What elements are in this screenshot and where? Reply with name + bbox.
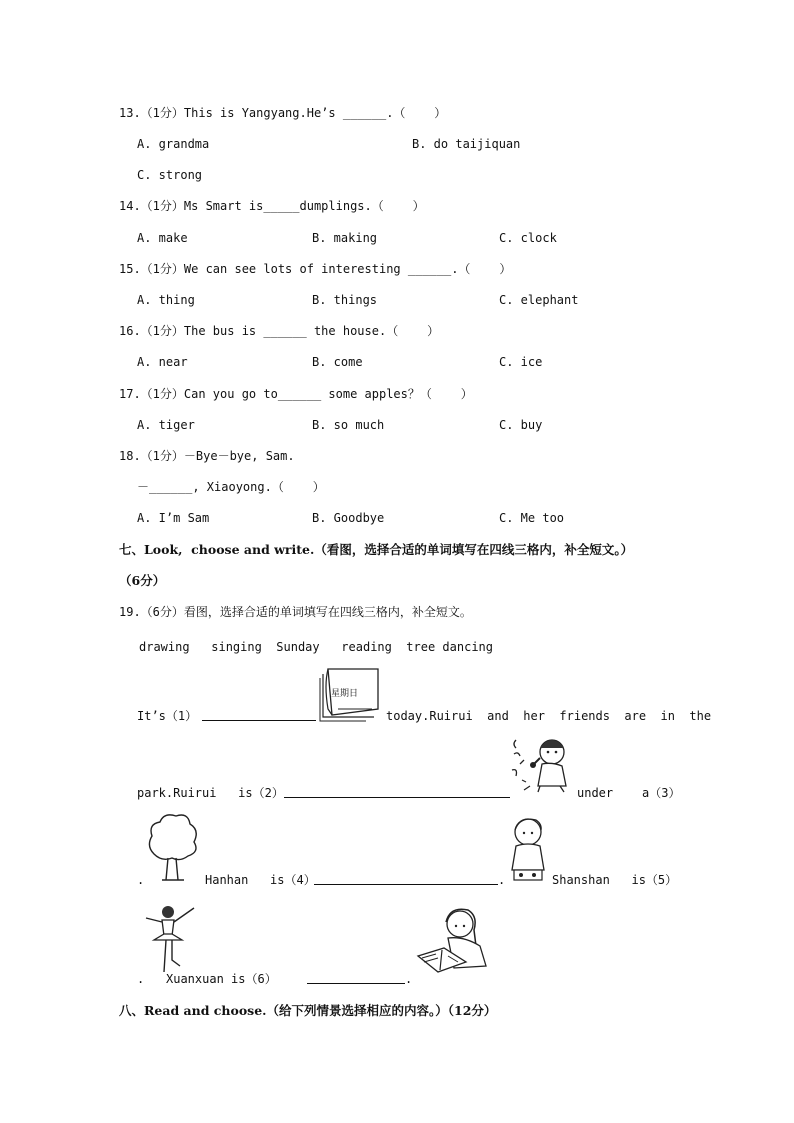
q15-stem: 15.（1分）We can see lots of interesting ______.（ ） [119,262,512,276]
blank-3-period: . [137,873,145,887]
q15-option-a: A. thing [137,293,195,307]
q15-option-c: C. elephant [499,293,579,307]
calendar-label: 星期日 [331,689,359,699]
girl-reading-picture [414,906,494,974]
q17-option-a: A. tiger [137,418,195,432]
q13-option-c: C. strong [137,168,203,182]
q16-option-a: A. near [137,355,188,369]
blank-4-period: . [498,873,506,887]
section7-title: 七、Look, choose and write.（看图，选择合适的单词填写在四线三格内，补全短文。） [119,542,634,557]
girl-dancing-picture [142,900,198,980]
q13-stem: 13.（1分）This is Yangyang.He’s ______.（ ） [119,106,447,120]
q18-stem: 18.（1分）－Bye－bye, Sam. [119,449,295,463]
q17-option-c: C. buy [499,418,543,432]
paragraph-line-1-end: today.Ruirui and her friends are in the [386,709,712,723]
blank-6-period: . [405,972,413,986]
blank-6-line [307,971,405,984]
word-bank: drawing singing Sunday reading tree dancing [139,640,494,654]
q16-option-c: C. ice [499,355,543,369]
tree-picture [144,810,200,884]
q14-option-c: C. clock [499,231,557,245]
blank-6-label: Xuanxuan is（6） [166,972,277,986]
q18-option-c: C. Me too [499,511,565,525]
blank-5-period: . [137,972,145,986]
girl-singing-picture [510,734,576,796]
blank-1-line [202,708,316,721]
q13-option-a: A. grandma [137,137,210,151]
q19-stem: 19.（6分）看图，选择合适的单词填写在四线三格内，补全短文。 [119,605,472,619]
q14-stem: 14.（1分）Ms Smart is_____dumplings.（ ） [119,199,425,213]
q14-option-a: A. make [137,231,188,245]
blank-4-label: Hanhan is（4） [205,873,316,887]
q16-stem: 16.（1分）The bus is ______ the house.（ ） [119,324,440,338]
blank-4-line [314,872,498,885]
paragraph-line-2-end: under a（3） [577,786,681,800]
q18-dialogue-line: －______, Xiaoyong.（ ） [137,480,325,494]
q18-option-b: B. Goodbye [312,511,385,525]
q17-stem: 17.（1分）Can you go to______ some apples？（ ） [119,387,473,401]
blank-2-label: park.Ruirui is（2） [137,786,284,800]
boy-drawing-picture [506,814,550,884]
q13-option-b: B. do taijiquan [412,137,521,151]
q17-option-b: B. so much [312,418,385,432]
section7-score: （6分） [119,573,166,588]
blank-2-line [284,785,510,798]
q14-option-b: B. making [312,231,378,245]
q18-option-a: A. I’m Sam [137,511,210,525]
q16-option-b: B. come [312,355,363,369]
section8-title: 八、Read and choose.（给下列情景选择相应的内容。）（12分） [119,1003,497,1018]
blank-5-label: Shanshan is（5） [552,873,678,887]
blank-1-label: It’s（1） [137,709,198,723]
q15-option-b: B. things [312,293,378,307]
